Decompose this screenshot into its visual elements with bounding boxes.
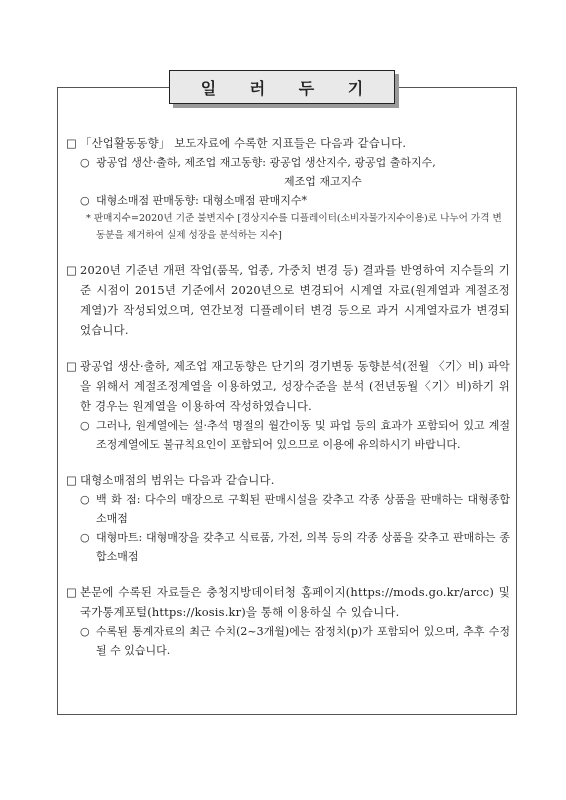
section-base-year	[66, 260, 510, 340]
circle-bullet-icon: ○	[80, 419, 90, 432]
section-indicators	[66, 133, 510, 244]
list-item: ○ 수록된 통계자료의 최근 수치(2~3개월)에는 잠정치(p)가 포함되어 있으며, 추후 수정될 수 있습니다.	[66, 622, 510, 660]
square-bullet-icon: □	[66, 473, 77, 487]
section-lead: □ 본문에 수록된 자료들은 충청지방데이터청 홈페이지(https://mods.go.kr/arcc) 및 국가통계포털(https://kosis.kr)을 통해 이용하실 수 있습니다.	[66, 582, 510, 622]
page-title: 일 러 두 기	[169, 70, 395, 104]
section-lead: □ 광공업 생산·출하, 제조업 재고동향은 단기의 경기변동 동향분석(전월 〈기〉비) 파악을 위해서 계절조정계열을 이용하였고, 성장수준을 분석 (전년동월〈기〉비)하기 위한 경우는 원계열을 이용하여 작성하였습니다.	[66, 356, 510, 416]
circle-bullet-icon: ○	[80, 625, 90, 638]
circle-bullet-icon: ○	[80, 531, 90, 544]
square-bullet-icon: □	[66, 136, 77, 150]
square-bullet-icon: □	[66, 585, 77, 599]
section-seasonal	[66, 356, 510, 454]
section-lead: □ 2020년 기준년 개편 작업(품목, 업종, 가중치 변경 등) 결과를 반영하여 지수들의 기준 시점이 2015년 기준에서 2020년으로 변경되어 시계열 자료(원계열과 계절조정계열)가 작성되었으며, 연간보정 디플레이터 변경 등으로 과거 시계열자료가 변경되었습니다.	[66, 260, 510, 340]
list-item: ○ 백 화 점: 다수의 매장으로 구획된 판매시설을 갖추고 각종 상품을 판매하는 대형종합소매점	[66, 490, 510, 528]
circle-bullet-icon: ○	[80, 493, 90, 506]
square-bullet-icon: □	[66, 359, 77, 373]
circle-bullet-icon: ○	[80, 194, 90, 207]
section-lead: □ 대형소매점의 범위는 다음과 같습니다.	[66, 470, 510, 490]
list-item-continuation: 제조업 재고지수	[284, 175, 362, 188]
list-item: ○ 광공업 생산·출하, 제조업 재고동향: 광공업 생산지수, 광공업 출하지수,	[66, 153, 510, 172]
list-item: ○ 대형마트: 대형매장을 갖추고 식료품, 가전, 의복 등의 각종 상품을 갖추고 판매하는 종합소매점	[66, 528, 510, 566]
section-retail-scope	[66, 470, 510, 566]
notes-content	[66, 133, 510, 676]
list-item: ○ 그러나, 원계열에는 설·추석 명절의 월간이동 및 파업 등의 효과가 포함되어 있고 계절조정계열에도 불규칙요인이 포함되어 있으므로 이용에 유의하시기 바랍니다.	[66, 416, 510, 454]
list-item: ○ 대형소매점 판매동향: 대형소매점 판매지수*	[66, 191, 510, 210]
section-data-sources	[66, 582, 510, 660]
square-bullet-icon: □	[66, 263, 77, 277]
footnote: * 판매지수=2020년 기준 불변지수 [경상지수를 디플레이터(소비자물가지수이용)로 나누어 가격 변동분을 제거하여 실제 성장을 분석하는 지수]	[86, 213, 502, 241]
section-lead: □ 「산업활동동향」 보도자료에 수록한 지표들은 다음과 같습니다.	[66, 133, 510, 153]
circle-bullet-icon: ○	[80, 156, 90, 169]
